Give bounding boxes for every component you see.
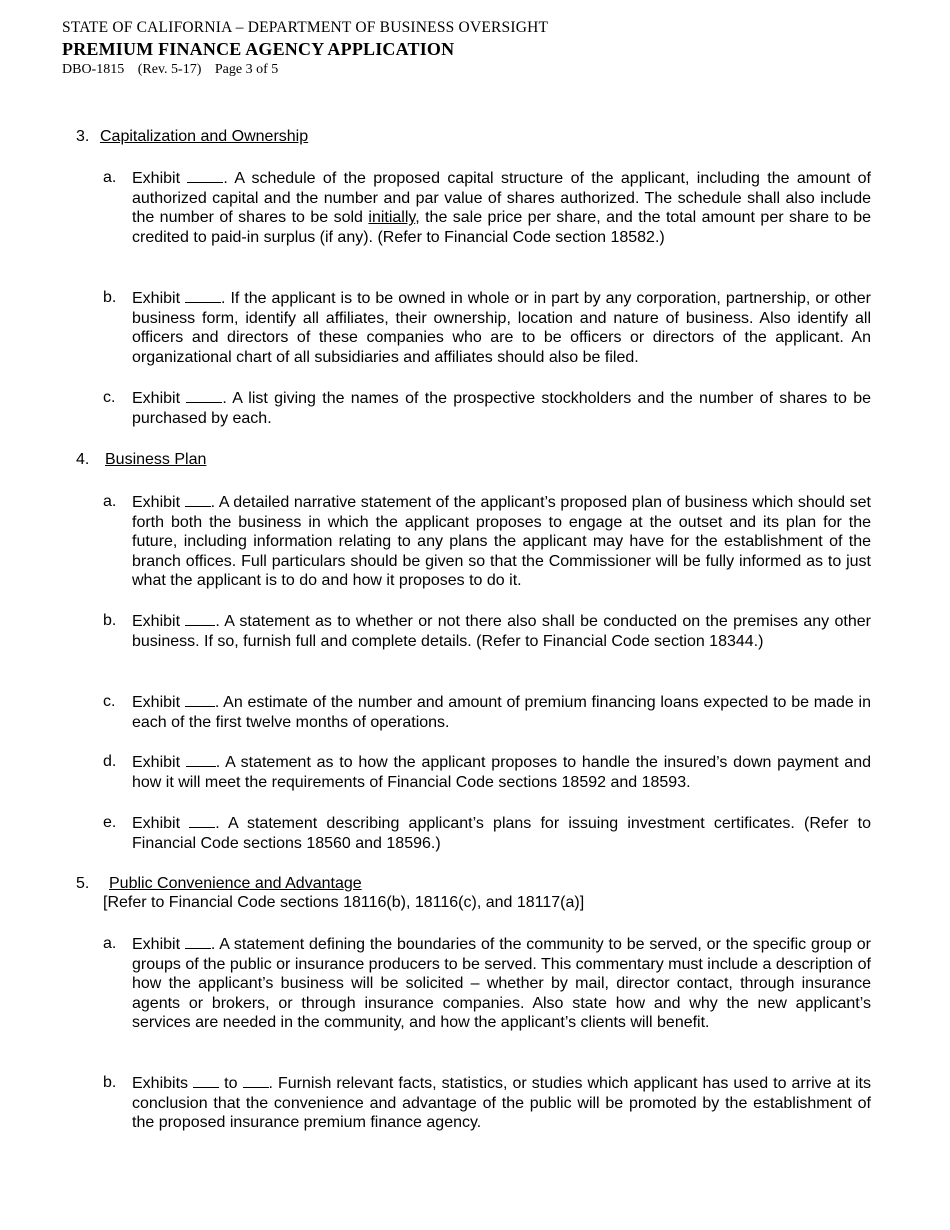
item-5a bbox=[103, 934, 871, 1033]
document-header bbox=[62, 18, 548, 80]
to-word: to bbox=[224, 1075, 238, 1092]
section-number: 5. bbox=[76, 875, 90, 892]
item-5b bbox=[103, 1073, 871, 1133]
exhibit-number-blank[interactable] bbox=[185, 611, 215, 626]
item-text: Exhibit . A schedule of the proposed capital structure of the applicant, including the amount of authorized capital and the number and par value of shares authorized. The schedule shall also include the number of shares to be sold initially, the sale price per share, and the total amount per share to be credited to paid-in surplus (if any). (Refer to Financial Code section 18582.) bbox=[132, 170, 872, 246]
section-title: Public Convenience and Advantage bbox=[109, 875, 362, 892]
exhibit-start-blank[interactable] bbox=[193, 1073, 219, 1088]
exhibit-word: Exhibit bbox=[132, 170, 181, 187]
item-4d bbox=[103, 752, 871, 792]
exhibit-word: Exhibit bbox=[132, 390, 181, 407]
exhibit-word: Exhibit bbox=[132, 694, 181, 711]
section-title: Capitalization and Ownership bbox=[100, 128, 309, 145]
item-label: e. bbox=[103, 814, 117, 831]
form-revision: (Rev. 5-17) bbox=[137, 62, 202, 77]
item-text: Exhibits to . Furnish relevant facts, statistics, or studies which applicant has used to arrive at its conclusion that the convenience and advantage of the public will be promoted by the establishment of the proposed insurance premium finance agency. bbox=[132, 1075, 871, 1132]
section-3-heading bbox=[76, 127, 308, 147]
exhibit-word: Exhibit bbox=[132, 754, 181, 771]
exhibit-word: Exhibits bbox=[132, 1075, 189, 1092]
item-text: Exhibit . A statement as to how the applicant proposes to handle the insured’s down payment and how it will meet the requirements of Financial Code sections 18592 and 18593. bbox=[132, 754, 871, 791]
exhibit-number-blank[interactable] bbox=[185, 492, 211, 507]
item-text: Exhibit . A statement describing applicant’s plans for issuing investment certificates. (Refer to Financial Code sections 18560 and 18596.) bbox=[132, 815, 871, 852]
form-info bbox=[62, 60, 548, 80]
exhibit-word: Exhibit bbox=[132, 936, 181, 953]
item-3b bbox=[103, 288, 871, 367]
item-4e bbox=[103, 813, 871, 853]
exhibit-number-blank[interactable] bbox=[185, 288, 221, 303]
exhibit-word: Exhibit bbox=[132, 815, 181, 832]
exhibit-word: Exhibit bbox=[132, 613, 181, 630]
item-3a bbox=[103, 168, 871, 247]
item-label: b. bbox=[103, 289, 117, 306]
exhibit-number-blank[interactable] bbox=[186, 752, 216, 767]
item-label: b. bbox=[103, 1074, 117, 1091]
item-label: c. bbox=[103, 389, 116, 406]
item-4b bbox=[103, 611, 871, 651]
exhibit-number-blank[interactable] bbox=[189, 813, 215, 828]
section-title: Business Plan bbox=[105, 451, 207, 468]
exhibit-word: Exhibit bbox=[132, 290, 181, 307]
item-text: Exhibit . If the applicant is to be owned in whole or in part by any corporation, partnership, or other business form, identify all affiliates, their ownership, location and nature of business. Also identify all officers and directors of these companies who are to be officers or directors of the applicant. An organizational chart of all subsidiaries and affiliates should also be filed. bbox=[132, 290, 871, 366]
item-label: c. bbox=[103, 693, 116, 710]
section-number: 3. bbox=[76, 128, 90, 145]
item-text: Exhibit . An estimate of the number and amount of premium financing loans expected to be made in each of the first twelve months of operations. bbox=[132, 694, 871, 731]
item-label: a. bbox=[103, 493, 117, 510]
item-4a bbox=[103, 492, 871, 591]
item-label: b. bbox=[103, 612, 117, 629]
agency-name: STATE OF CALIFORNIA – DEPARTMENT OF BUSINESS OVERSIGHT bbox=[62, 19, 549, 36]
exhibit-number-blank[interactable] bbox=[186, 388, 222, 403]
section-number: 4. bbox=[76, 451, 90, 468]
item-label: a. bbox=[103, 935, 117, 952]
exhibit-number-blank[interactable] bbox=[185, 692, 215, 707]
item-label: d. bbox=[103, 753, 117, 770]
form-number: DBO-1815 bbox=[62, 62, 125, 77]
item-4c bbox=[103, 692, 871, 732]
item-text: Exhibit . A statement as to whether or not there also shall be conducted on the premises any other business. If so, furnish full and complete details. (Refer to Financial Code section 18344.) bbox=[132, 613, 871, 650]
item-text: Exhibit . A statement defining the boundaries of the community to be served, or the specific group or groups of the public or insurance producers to be served. This commentary must include a description of how the applicant’s business will be solicited – whether by mail, director contact, through insurance agents or brokers, or through insurance companies. Also state how and why the new applicant’s services are needed in the community, and how the applicant’s clients will benefit. bbox=[132, 936, 871, 1032]
form-title: PREMIUM FINANCE AGENCY APPLICATION bbox=[62, 39, 455, 59]
page-number: Page 3 of 5 bbox=[214, 62, 279, 77]
exhibit-word: Exhibit bbox=[132, 494, 181, 511]
emphasis-initially: initially bbox=[368, 209, 416, 227]
section-5-reference: [Refer to Financial Code sections 18116(b), 18116(c), and 18117(a)] bbox=[103, 894, 585, 911]
item-label: a. bbox=[103, 169, 117, 186]
exhibit-end-blank[interactable] bbox=[243, 1073, 269, 1088]
item-3c bbox=[103, 388, 871, 428]
item-text: Exhibit . A detailed narrative statement of the applicant’s proposed plan of business which should set forth both the business in which the applicant proposes to engage at the outset and its plan for the future, including information relating to any plans the applicant may have for the establishment of the branch offices. Full particulars should be given so that the Commissioner will be fully informed as to just what the applicant is to do and how it proposes to do it. bbox=[132, 494, 871, 590]
exhibit-number-blank[interactable] bbox=[187, 168, 223, 183]
section-4-heading bbox=[76, 450, 206, 470]
item-text: Exhibit . A list giving the names of the prospective stockholders and the number of shares to be purchased by each. bbox=[132, 390, 871, 427]
exhibit-number-blank[interactable] bbox=[185, 934, 211, 949]
section-5-heading bbox=[76, 874, 362, 894]
